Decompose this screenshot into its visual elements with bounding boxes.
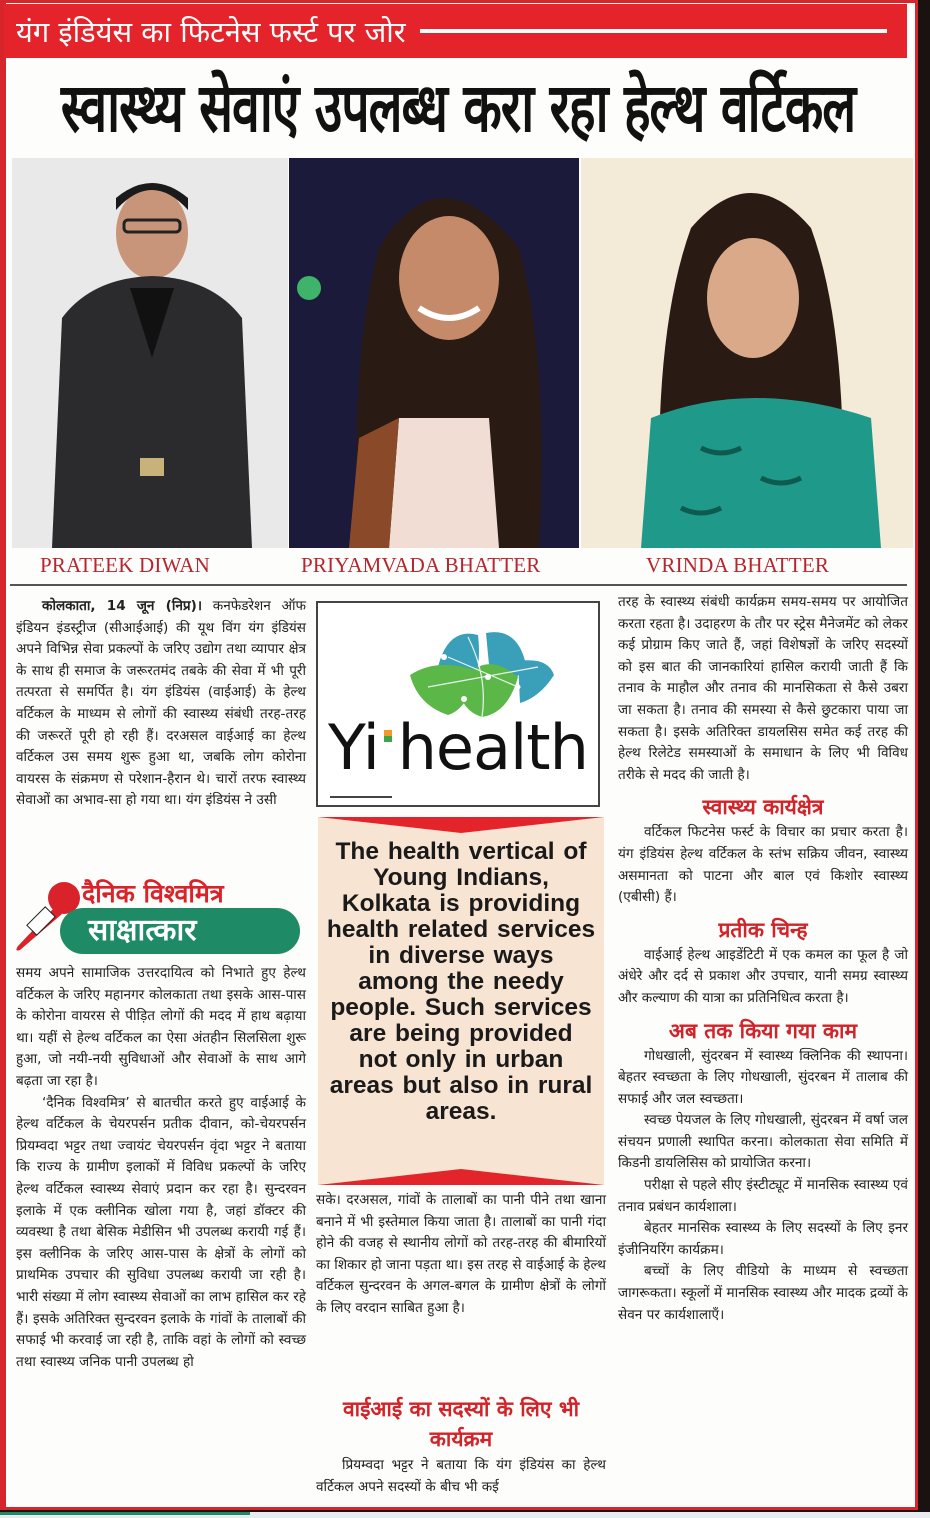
photo-prateek-diwan: [12, 158, 288, 548]
interview-label: साक्षात्कार: [60, 908, 300, 954]
interview-badge: [10, 876, 302, 956]
photo-vrinda-bhatter: [581, 158, 913, 548]
photo-caption: VRINDA BHATTER: [646, 553, 830, 577]
body-paragraph: समय अपने सामाजिक उत्तरदायित्व को निभाते हुए हेल्थ वर्टिकल के जरिए महानगर कोलकाता तथा इसके आस-पास के कोरोना वायरस से पीड़ित लोगों की मदद में हाथ बढ़ाया था। यहीं से हेल्थ वर्टिकल का ऐसा अंतहीन सिलसिला शुरू हुआ, जो नयी-नयी सुविधाओं और सेवाओं के साथ आगे बढ़ता जा रहा है।: [16, 965, 306, 1089]
middle-column-bottom: [316, 1455, 606, 1498]
list-item: परीक्षा से पहले सीए इंस्टीट्यूट में मानसिक स्वास्थ्य एवं तनाव प्रबंधन कार्यशाला।: [618, 1177, 908, 1215]
kicker-text: यंग इंडियंस का फिटनेस फर्स्ट पर जोर: [16, 14, 406, 49]
list-item: बच्चों के लिए वीडियो के माध्यम से स्वच्छता जागरूकता। स्कूलों में मानसिक स्वास्थ्य और मादक द्रव्यों के सेवन पर कार्यशालाएँ।: [618, 1263, 908, 1323]
dateline: कोलकाता, 14 जून (निप्र)।: [42, 598, 202, 614]
middle-column: [316, 1190, 606, 1320]
left-column-bottom: [16, 963, 306, 1373]
photo-row: [6, 158, 906, 548]
body-paragraph: सके। दरअसल, गांवों के तालाबों का पानी पीने तथा खाना बनाने में भी इस्तेमाल किया जाता है। तालाबों का पानी गंदा होने की वजह से स्थानीय लोगों को तरह-तरह की बीमारियों का शिकार हो जाना पड़ता था। इस तरह से वाईआई के हेल्थ वर्टिकल सुन्दरवन के अगल-बगल के ग्रामीण क्षेत्रों के लोगों के लिए वरदान साबित हुआ है।: [316, 1192, 606, 1316]
bottom-strip-accent: [0, 1512, 250, 1515]
person-photo-icon: [581, 158, 913, 548]
body-paragraph: प्रियम्वदा भट्टर ने बताया कि यंग इंडियंस का हेल्थ वर्टिकल अपने सदस्यों के बीच भी कई: [316, 1457, 606, 1495]
bottom-strip: [0, 1512, 930, 1518]
body-paragraph: ‘दैनिक विश्वमित्र’ से बातचीत करते हुए वाईआई के हेल्थ वर्टिकल के चेयरपर्सन प्रतीक दीवान, को-चेयरपर्सन प्रियम्वदा भट्टर तथा ज्वायंट चेयरपर्सन वृंदा भट्टर ने बताया कि राज्य के ग्रामीण इलाकों में विविध प्रकल्पों के जरिए हेल्थ वर्टिकल स्वास्थ्य सेवाएं प्रदान कर रहा है। सुन्दरवन इलाके में एक क्लीनिक खोला गया है, जहां डॉक्टर की व्यवस्था है तथा बेसिक मेडीसिन भी उपलब्ध करायी गई हैं। इस क्लीनिक के जरिए आस-पास के क्षेत्रों के लोगों को प्राथमिक उपचार की सुविधा उपलब्ध करायी जा रही है। भारी संख्या में लोग स्वास्थ्य सेवाओं का लाभ हासिल कर रहे हैं। इसके अतिरिक्त सुन्दरवन इलाके के गांवों के तालाबों की सफाई भी करवाई जा रही है, ताकि वहां के लोगों को स्वच्छ तथा स्वास्थ्य जनिक पानी उपलब्ध हो: [16, 1094, 306, 1370]
person-photo-icon: [289, 158, 579, 548]
yi-health-logo: [316, 601, 600, 807]
left-column-top: [16, 596, 306, 812]
logo-underline: [330, 796, 392, 798]
photo-caption: PRATEEK DIWAN: [40, 553, 211, 577]
pull-quote-text: The health vertical of Young Indians, Kolkata is providing health related services in diverse ways among the needy people. Such services are being provided not only in urban areas but also in rural areas.: [326, 838, 596, 1125]
pull-quote-box: [318, 817, 604, 1185]
person-photo-icon: [12, 158, 288, 548]
list-item: गोधखाली, सुंदरबन में स्वास्थ्य क्लिनिक की स्थापना। बेहतर स्वच्छता के लिए गोधखाली, सुंदरबन में तालाब की सफाई और जल स्वच्छता।: [618, 1047, 908, 1107]
subheading: स्वास्थ्य कार्यक्षेत्र: [702, 795, 824, 820]
right-column: [618, 592, 908, 1326]
body-paragraph: [16, 596, 306, 812]
list-item: स्वच्छ पेयजल के लिए गोधखाली, सुंदरबन में वर्षा जल संचयन प्रणाली स्थापित करना। कोलकाता सेवा समिति में किडनी डायलिसिस को प्रायोजित करना।: [618, 1112, 908, 1172]
body-text: कनफेडरेशन ऑफ इंडियन इंडस्ट्रीज (सीआईआई) की यूथ विंग यंग इंडियंस अपने विभिन्न सेवा प्रकल्पों के जरिए उद्योग तथा व्यापार क्षेत्र के साथ ही समाज के जरूरतमंद तबके की सेवा में भी पूरी तत्परता से समर्पित है। यंग इंडियंस (वाईआई) के हेल्थ वर्टिकल के माध्यम से लोगों की स्वास्थ्य संबंधी तरह-तरह की जरूरतें पूरी हो रही हैं। दरअसल वाईआई का हेल्थ वर्टिकल उस समय शुरू हुआ था, जबकि लोग कोरोना वायरस के संक्रमण से परेशान-हैरान थे। चारों तरफ स्वास्थ्य सेवाओं का अभाव-सा हो गया था। यंग इंडियंस ने उसी: [16, 598, 306, 809]
interview-brand: दैनिक विश्वमित्र: [82, 879, 224, 908]
body-paragraph: वर्टिकल फिटनेस फर्स्ट के विचार का प्रचार करता है। यंग इंडियंस हेल्थ वर्टिकल के स्तंभ सक्रिय जीवन, स्वास्थ्य असमानता को पाटना और बाल एवं किशोर स्वास्थ्य (एबीसी) हैं।: [618, 824, 908, 906]
list-item: बेहतर मानसिक स्वास्थ्य के लिए सदस्यों के लिए इनर इंजीनियरिंग कार्यक्रम।: [618, 1220, 908, 1258]
subheading: अब तक किया गया काम: [668, 1018, 858, 1043]
headline: स्वास्थ्य सेवाएं उपलब्ध करा रहा हेल्थ वर्टिकल: [60, 68, 856, 148]
logo-wordmark: Yi health: [328, 711, 588, 784]
lotus-logo-icon: [408, 627, 558, 719]
kicker-rule: [420, 29, 887, 33]
body-paragraph: वाईआई हेल्थ आइडेंटिटी में एक कमल का फूल है जो अंधेरे और दर्द से प्रकाश और उपचार, यानी समग्र स्वास्थ्य और कल्याण की यात्रा का प्रतिनिधित्व करता है।: [618, 946, 908, 1006]
body-paragraph: तरह के स्वास्थ्य संबंधी कार्यक्रम समय-समय पर आयोजित करता रहता है। उदाहरण के तौर पर स्ट्रेस मैनेजमेंट को लेकर कई प्रोग्राम किए जाते हैं, जहां विशेषज्ञों के जरिए सदस्यों को इस बात की जानकारियां हासिल करायी जाती हैं कि तनाव के माहौल और तनाव की मानसिकता से कैसे उबरा जा सकता है। तनाव की समस्या से कैसे छुटकारा पाया जा सकता है। इसके अतिरिक्त डायलसिस समेत कई तरह की हेल्थ रिलेटेड समस्याओं के समाधान के लिए भी विविध तरीके से मदद की जाती है।: [618, 594, 908, 783]
pull-quote-top-arrow: [318, 817, 604, 833]
photo-priyamvada-bhatter: [289, 158, 579, 548]
subheading: वाईआई का सदस्यों के लिए भी कार्यक्रम: [342, 1397, 580, 1451]
pull-quote-bottom-arrow: [318, 1169, 604, 1185]
photo-caption: PRIYAMVADA BHATTER: [301, 553, 541, 577]
section-divider: [10, 584, 907, 586]
logo-accent-green: [384, 736, 392, 742]
subheading: प्रतीक चिन्ह: [718, 917, 808, 942]
